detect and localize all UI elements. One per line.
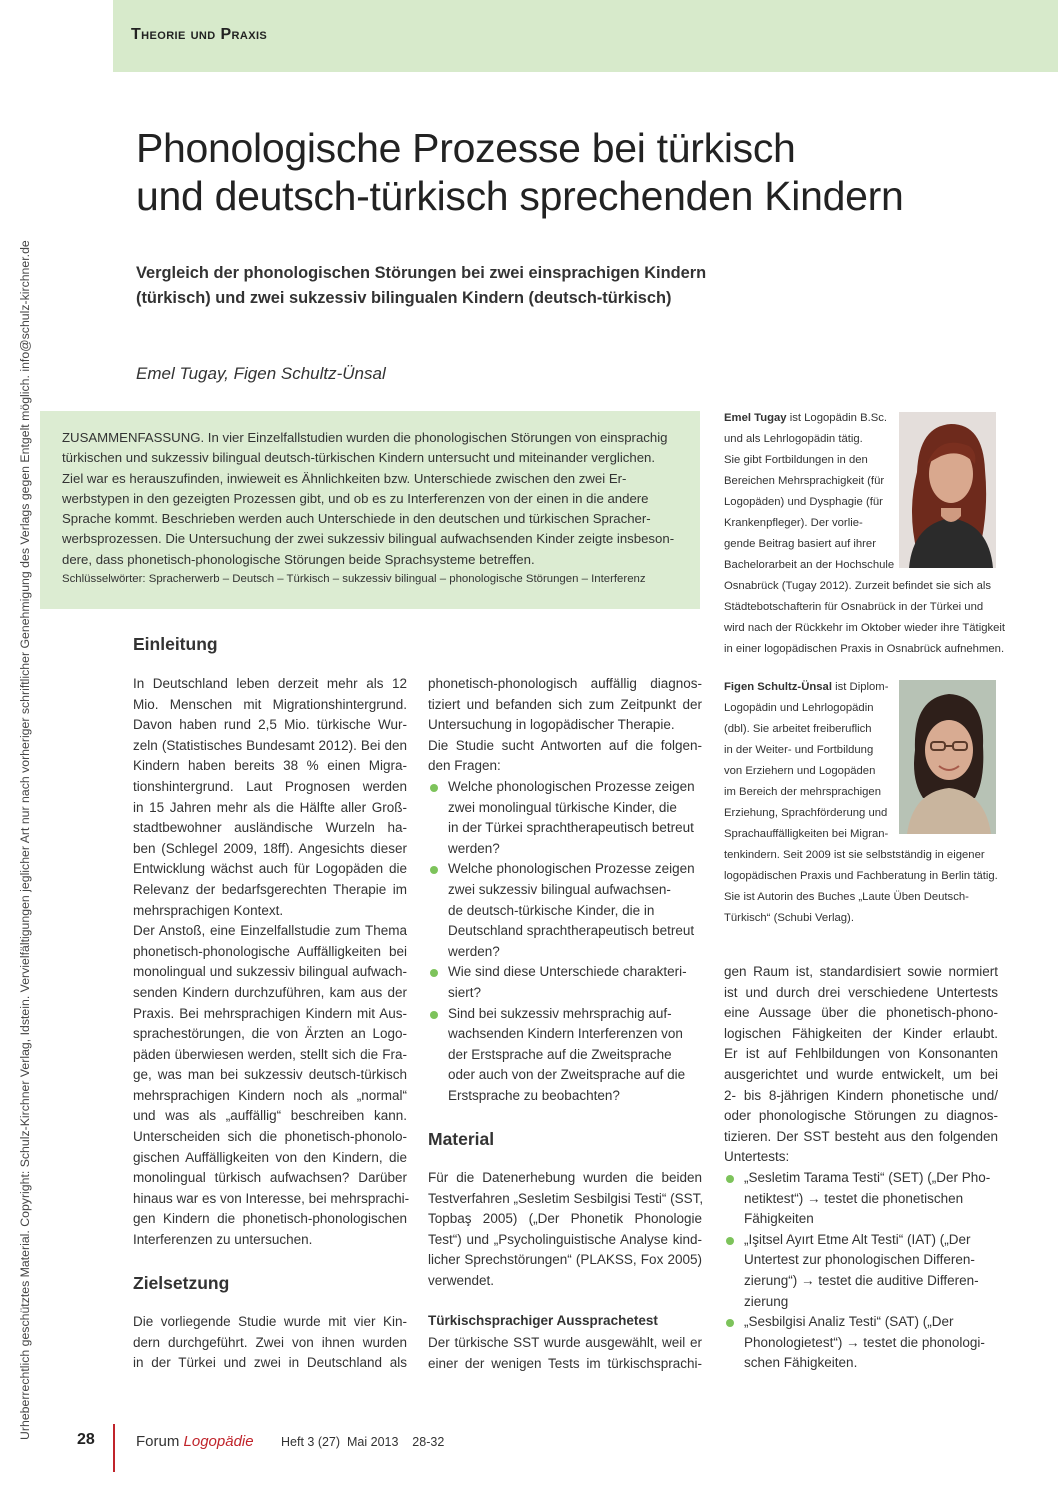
text-line: zwei sukzessiv bilingual aufwachsen- (448, 881, 671, 897)
title-line: Phonologische Prozesse bei türkisch (136, 125, 796, 171)
bio-line: Logopädin und Lehrlogopädin (724, 702, 874, 714)
text-line: monolingual und sukzessiv bilingual aufwach- (133, 964, 407, 980)
text-line: Test“) und „Psycholinguistische Analyse kind- (428, 1231, 702, 1247)
text-line: sprachestörungen, die von Ärzten an Logo- (133, 1026, 407, 1042)
text-line: 2- bis 8-jährigen Kindern phonetische und/ (724, 1087, 998, 1103)
abstract-line: Ziel war es herauszufinden, inwieweit es Ähnlichkeiten bzw. Unterschiede zwischen den zwei Er- (62, 470, 627, 486)
text-line: Davon haben rund 2,5 Mio. türkische Wur- (133, 717, 407, 733)
text-line: oder auch von der Zweitsprache auf die (448, 1067, 686, 1083)
text-line: wachsenden Kindern Interferenzen von (448, 1026, 683, 1042)
subtest-list-item (724, 1230, 998, 1312)
bio-line: wird nach der Rückkehr im Oktober wieder ihre Tätigkeit (724, 622, 1006, 634)
abstract-line: Sprache kommt. Beschrieben werden auch Unterschiede in den deutschen und türkischen Spracher- (62, 511, 651, 527)
text-line: in der Türkei und zwei in Deutschland als (133, 1355, 407, 1371)
text-line: Phonologietest“) → testet die phonologi- (744, 1334, 985, 1350)
text-line: Er ist auf Fehlbildungen von Konsonanten (724, 1046, 998, 1062)
text-line: Interferenzen zu untersuchen. (133, 1232, 313, 1248)
text-line: „Sesbilgisi Analiz Testi“ (SAT) („Der (744, 1314, 954, 1330)
text-line: tionshintergrund. Laut Prognosen werden (133, 778, 407, 794)
bio-line: Sie ist Autorin des Buches „Laute Üben Deutsch- (724, 891, 969, 903)
abstract-line: werbstypen in den gezeigten Prozessen gibt, und ob es zu Interferenzen von der einen in die andere (62, 490, 649, 506)
author-bio-emel-tugay (724, 408, 1005, 660)
text-line: Wie sind diese Unterschiede charakteri- (448, 964, 687, 980)
text-line: Untersuchung in logopädischer Therapie. (428, 717, 675, 733)
text-line: werden? (448, 840, 500, 856)
bio-line: ist Diplom- (831, 681, 889, 693)
bio-name: Figen Schultz-Ünsal (724, 681, 832, 693)
author-bio-figen-schultz-uensal (724, 677, 998, 929)
journal-name-part: Logopädie (183, 1433, 254, 1450)
bio-line: von Erziehern und Logopäden (724, 765, 876, 777)
text-line: zierung“) → testet die auditive Differen- (744, 1272, 979, 1288)
bullet-dot (726, 1237, 734, 1245)
footer-divider (113, 1424, 115, 1472)
text-line: logischen Fähigkeiten der Kinder erlaubt. (724, 1025, 998, 1041)
question-list-item (428, 1004, 702, 1107)
text-line: phonetisch-phonologische Auffälligkeiten bei (133, 943, 407, 959)
text-line: Die vorliegende Studie wurde mit vier Kin- (133, 1314, 407, 1329)
section-label: Theorie und Praxis (131, 26, 268, 43)
text-line: oder phonologische Störungen zu diagnos- (724, 1108, 998, 1124)
bio-line: ist Logopädin B.Sc. (786, 412, 888, 424)
bio-line: und als Lehrlogopädin tätig. (724, 433, 863, 445)
bio-line: im Bereich der mehrsprachigen (724, 786, 881, 798)
text-line: in 15 Jahren mehr als die Hälfte aller Groß- (133, 799, 407, 815)
text-line: de deutsch-türkische Kinder, die in (448, 902, 655, 918)
bullet-dot (430, 969, 438, 977)
bio-line: Krankenpfleger). Der vorlie- (724, 517, 863, 529)
subtitle-line: Vergleich der phonologischen Störungen bei zwei einsprachigen Kindern (136, 264, 707, 282)
text-line: Die Studie sucht Antworten auf die folgen- (428, 737, 702, 753)
abstract-text (62, 428, 690, 570)
text-line: netiktest“) → testet die phonetischen (744, 1190, 964, 1206)
text-line: ben (Schlegel 2009, 18ff). Angesichts dieser (133, 840, 407, 856)
text-line: Praxis. Bei mehrsprachigen Kindern mit Aus- (133, 1005, 407, 1021)
heading-material: Material (428, 1129, 495, 1149)
bio-line: Städtebotschafterin für Osnabrück in der Türkei und (724, 601, 984, 613)
subtest-list-item (724, 1168, 998, 1230)
text-line: einer der wenigen Tests im türkischsprachi- (428, 1355, 702, 1371)
text-line: den Fragen: (428, 758, 501, 774)
text-line: Topbaş 2005) („Der Phonetik Phonologie (428, 1211, 702, 1227)
column-2-top (428, 674, 702, 1106)
abstract-line: ZUSAMMENFASSUNG. In vier Einzelfallstudien wurden die phonologischen Störungen von einsprachig (62, 430, 668, 445)
bio-name: Emel Tugay (724, 412, 787, 424)
text-line: zwei monolingual türkische Kinder, die (448, 799, 677, 815)
bullet-dot (726, 1175, 734, 1183)
text-line: Mio. Menschen mit Migrationshintergrund. (133, 696, 407, 712)
issue-info: Heft 3 (27) Mai 2013 28-32 (281, 1435, 445, 1449)
text-line: ausgerichtet und wurde entwickelt, um bei (724, 1066, 998, 1082)
column-2-material (428, 1168, 702, 1292)
text-line: Testverfahren „Sesletim Sesbilgisi Testi“ (SST, (428, 1190, 704, 1206)
text-line: zierung (744, 1293, 789, 1309)
text-line: gen Raum ist, standardisiert sowie normiert (724, 964, 998, 979)
text-line: phonetisch-phonologisch auffällig diagnos- (428, 676, 702, 691)
question-list-item (428, 859, 702, 962)
text-line: monolingual türkisch aufwachsen? Darüber (133, 1170, 407, 1186)
journal-name-part: Forum (136, 1433, 180, 1450)
text-line: In Deutschland leben derzeit mehr als 12 (133, 676, 407, 691)
text-line: Der türkische SST wurde ausgewählt, weil er (428, 1335, 702, 1350)
text-line: zeln (Statistisches Bundesamt 2012). Bei den (133, 737, 407, 753)
bio-line: in der Weiter- und Fortbildung (724, 744, 874, 756)
text-line: „Sesletim Tarama Testi“ (SET) („Der Pho- (744, 1169, 991, 1185)
text-line: Sind bei sukzessiv mehrsprachig auf- (448, 1005, 672, 1021)
text-line: eine Aussage über die phonetisch-phono- (724, 1005, 998, 1021)
text-line: senden Kindern durchzuführen, kam aus der (133, 984, 407, 1000)
question-list-item (428, 962, 702, 1003)
text-line: dern durchgeführt. Zwei von ihnen wurden (133, 1334, 407, 1350)
bio-line: Bachelorarbeit an der Hochschule (724, 559, 895, 571)
bio-line: gende Beitrag basiert auf ihrer (724, 538, 876, 550)
text-line: in der Türkei sprachtherapeutisch betreut (448, 820, 694, 836)
copyright-text: Urheberrechtlich geschütztes Material. Copyright: Schulz-Kirchner Verlag, Idstein. Vervielfältigungen jeglicher Art nur nach vorheriger schriftlicher Genehmigung des Verlags gegen Entgelt möglich. info@schulz-kirchner.de (18, 240, 32, 1440)
text-line: Der Anstoß, eine Einzelfallstudie zum Thema (133, 923, 407, 939)
column-3 (724, 962, 998, 1374)
text-line: hinaus war es von Interesse, bei mehrsprachi- (133, 1190, 410, 1206)
text-line: Für die Datenerhebung wurden die beiden (428, 1170, 702, 1185)
text-line: Unterscheiden sich die phonetisch-phonolo- (133, 1129, 407, 1145)
text-line: ge, was man bei sukzessiv deutsch-türkisch (133, 1067, 407, 1083)
bio-line: (dbl). Sie arbeitet freiberuflich (724, 723, 872, 735)
bio-line: tenkindern. Seit 2009 ist sie selbstständig in eigener (724, 849, 985, 861)
title-line: und deutsch-türkisch sprechenden Kindern (136, 173, 904, 219)
bio-line: in einer logopädischen Praxis in Osnabrück aufnehmen. (724, 643, 1005, 655)
abstract-line: werbsprozessen. Die Untersuchung der zwei sukzessiv bilingual aufwachsenden Kinder zeigte insbeson- (62, 531, 675, 547)
abstract-line: türkischen und sukzessiv bilingual deutsch-türkischen Kindern untersucht und miteinander verglichen. (62, 450, 656, 466)
text-line: licher Sprechstörungen“ (PLAKSS, Fox 2005) (428, 1252, 702, 1268)
authors: Emel Tugay, Figen Schultz-Ünsal (136, 364, 386, 383)
bio-line: Osnabrück (Tugay 2012). Zurzeit befindet sie sich als (724, 580, 992, 592)
bio-line: Bereichen Mehrsprachigkeit (für (724, 475, 885, 487)
text-line: und was als „auffällig“ beschreiben kann. (133, 1108, 407, 1124)
bio-line: Erziehung, Sprachförderung und (724, 807, 888, 819)
text-line: Entwicklung wächst auch für Logopäden die (133, 861, 407, 877)
text-line: Deutschland sprachtherapeutisch betreut (448, 923, 695, 939)
bullet-dot (430, 784, 438, 792)
question-list-item (428, 777, 702, 859)
journal-name (136, 1433, 254, 1450)
column-2-sst (428, 1333, 702, 1374)
text-line: „Işitsel Ayırt Etme Alt Testi“ (IAT) („Der (744, 1231, 971, 1247)
text-line: tizieren. Der SST besteht aus den folgenden (724, 1128, 998, 1144)
heading-einleitung: Einleitung (133, 634, 218, 654)
text-line: Erstsprache zu beobachten? (448, 1087, 620, 1103)
bio-line: Sprachauffälligkeiten bei Migran- (724, 828, 889, 840)
text-line: mehrsprachigen Kindern noch als „normal“ (133, 1087, 407, 1103)
text-line: gischen Auffälligkeiten von den Kindern, die (133, 1149, 407, 1165)
text-line: verwendet. (428, 1272, 495, 1288)
bio-line: Sie gibt Fortbildungen in den (724, 454, 868, 466)
text-line: werden? (448, 943, 500, 959)
subheading-aussprachetest: Türkischsprachiger Aussprachetest (428, 1313, 658, 1328)
text-line: gen Kindern die phonetisch-phonologischen (133, 1211, 407, 1227)
text-line: päden überwiesen werden, stellt sich die Fra- (133, 1046, 407, 1062)
text-line: siert? (448, 984, 482, 1000)
text-line: der Erstsprache auf die Zweitsprache (448, 1046, 672, 1062)
text-line: stadtbewohner ausländische Wurzeln ha- (133, 820, 407, 836)
article-title (136, 124, 956, 220)
keywords: Schlüsselwörter: Spracherwerb – Deutsch – Türkisch – sukzessiv bilingual – phonologische Störungen – Interferenz (62, 573, 646, 585)
text-line: Kindern haben bereits 38 % einen Migra- (133, 758, 407, 774)
subtitle-line: (türkisch) und zwei sukzessiv bilingualen Kindern (deutsch-türkisch) (136, 289, 672, 307)
article-subtitle (136, 261, 776, 311)
text-line: tiziert und befanden sich zum Zeitpunkt der (428, 696, 702, 712)
text-line: Fähigkeiten (744, 1211, 814, 1227)
text-line: mehrsprachigen Kontext. (133, 902, 284, 918)
column-1-intro (133, 674, 410, 1251)
bullet-dot (726, 1319, 734, 1327)
bio-line: Logopäden) und Dysphagie (für (724, 496, 883, 508)
bio-line: logopädischen Praxis und Fachberatung in Berlin tätig. (724, 870, 998, 882)
bio-line: Türkisch“ (Schubi Verlag). (724, 912, 854, 924)
text-line: Untertests: (724, 1149, 790, 1165)
abstract-line: dere, dass phonetisch-phonologische Störungen beide Sprachsysteme betreffen. (62, 551, 535, 567)
column-1-goal (133, 1312, 407, 1374)
side-copyright-notice (18, 80, 38, 1440)
text-line: Welche phonologischen Prozesse zeigen (448, 778, 695, 794)
text-line: schen Fähigkeiten. (744, 1355, 858, 1371)
page-number: 28 (77, 1431, 95, 1448)
text-line: ist und durch drei verschiedene Untertests (724, 984, 998, 1000)
bullet-dot (430, 866, 438, 874)
bullet-dot (430, 1011, 438, 1019)
heading-zielsetzung: Zielsetzung (133, 1273, 230, 1293)
text-line: Welche phonologischen Prozesse zeigen (448, 861, 695, 877)
text-line: Untertest zur phonologischen Differen- (744, 1252, 975, 1268)
text-line: Relevanz der bedarfsgerechten Therapie im (133, 881, 407, 897)
subtest-list-item (724, 1312, 998, 1374)
